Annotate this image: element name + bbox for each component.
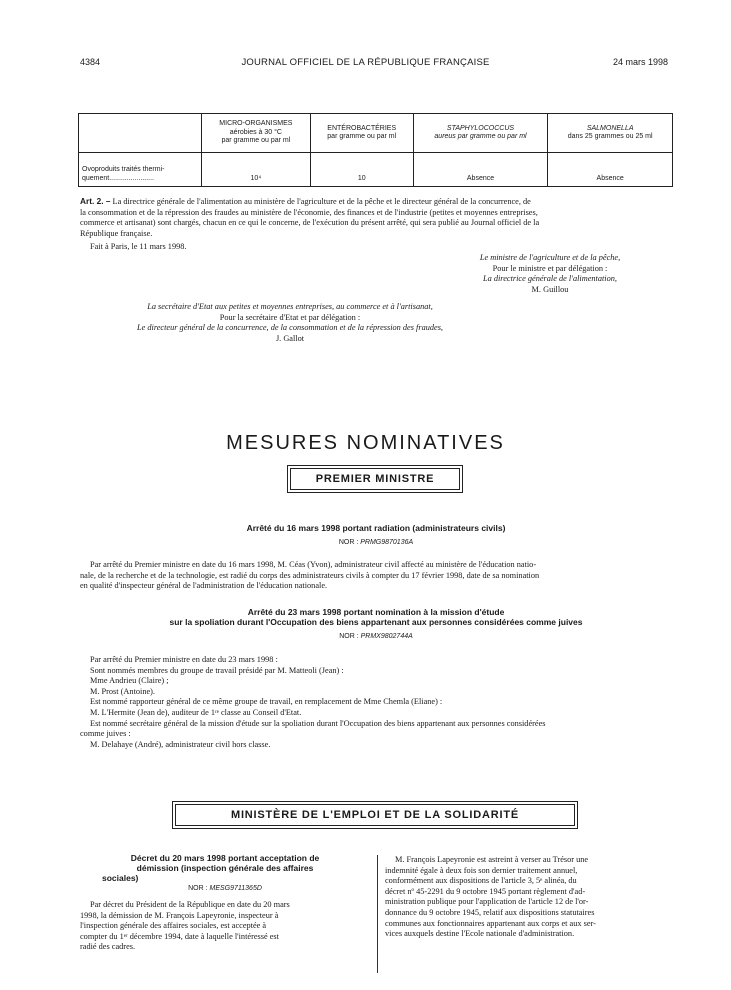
paragraph-line: donnance du 9 octobre 1945, relatif aux dispositions statutaires [385, 907, 595, 917]
journal-title: JOURNAL OFFICIEL DE LA RÉPUBLIQUE FRANÇAISE [241, 57, 490, 68]
column-title: STAPHYLOCOCCUS [446, 124, 515, 132]
paragraph-line: M. François Lapeyronie est astreint à verser au Trésor une [395, 855, 589, 864]
nor-code: PRMX9802744A [360, 633, 413, 640]
table-header-cell [310, 114, 413, 153]
delegation-note: Pour le ministre et par délégation : [492, 263, 608, 273]
signatory-name: J. Gallot [275, 333, 305, 343]
article-label: Art. 2. – [80, 196, 111, 206]
column-subtitle: dans 25 grammes ou 25 ml [567, 133, 653, 140]
article-2 [80, 196, 672, 253]
signature-block-right [420, 253, 680, 295]
column-title: SALMONELLA [586, 124, 634, 132]
paragraph-line: M. L'Hermite (Jean de), auditeur de 1ʳᵉ classe au Conseil d'Etat. [90, 707, 302, 717]
nor-reference [80, 539, 672, 546]
signatory-name: M. Guillou [531, 284, 569, 294]
article-text: commerce et artisanat) sont chargés, chacun en ce qui le concerne, de l'exécution du présent arrêté, qui sera publié au Journal officiel de la [80, 218, 540, 228]
table-row [79, 153, 673, 187]
arrete-title [80, 607, 672, 627]
decret-title-block [80, 853, 370, 953]
article-text: la consommation et de la répression des fraudes au ministère de l'économie, des finances et de l'industrie (petites et moyennes entreprises, [80, 207, 538, 217]
table-cell: 10⁴ [202, 153, 311, 187]
nor-code: PRMG9870136A [360, 539, 414, 546]
ministry-heading-box [172, 801, 578, 829]
article-text: République française. [80, 228, 153, 238]
issue-date: 24 mars 1998 [612, 57, 668, 67]
title-line: Décret du 20 mars 1998 portant acceptation de [130, 853, 320, 863]
decret-body-left [80, 900, 370, 953]
paragraph-line: Par arrêté du Premier ministre en date du 16 mars 1998, M. Céas (Yvon), administrateur civil affecté au ministère de l'éducation natio- [90, 560, 537, 569]
table-header-cell [413, 114, 548, 153]
nor-label: NOR : [188, 885, 208, 892]
table-cell: Absence [548, 153, 673, 187]
ministry-heading: MINISTÈRE DE L'EMPLOI ET DE LA SOLIDARITÉ [175, 804, 575, 826]
decret-body-right [385, 855, 672, 940]
paragraph-line: comme juives : [80, 729, 131, 739]
signatory-title: Le directeur général de la concurrence, de la consommation et de la répression des fraudes, [137, 323, 443, 333]
title-line: sociales) [102, 873, 139, 883]
arrete-body [80, 560, 672, 592]
paragraph-line: Par arrêté du Premier ministre en date du 23 mars 1998 : [90, 655, 278, 664]
nor-label: NOR : [339, 633, 359, 640]
row-label: quement....................... [82, 174, 154, 182]
paragraph-line: Mme Andrieu (Claire) ; [90, 676, 169, 686]
paragraph-line: Par décret du Président de la République en date du 20 mars [90, 900, 290, 909]
column-subtitle: aérobies à 30 °C [229, 128, 282, 136]
ministry-heading-box [287, 465, 463, 493]
table-cell: 10 [310, 153, 413, 187]
table-header-row [79, 114, 673, 153]
paragraph-line: M. Prost (Antoine). [90, 686, 155, 696]
signatory-title: La secrétaire d'Etat aux petites et moyennes entreprises, au commerce et à l'artisanat, [147, 302, 433, 311]
column-title: ENTÉROBACTÉRIES [327, 124, 397, 132]
column-subtitle: aureus par gramme ou par ml [434, 133, 527, 140]
column-title: MICRO-ORGANISMES [219, 120, 293, 128]
nor-code: MESG9711365D [209, 885, 262, 892]
paragraph-line: indemnité égale à deux fois son dernier traitement annuel, [385, 865, 578, 875]
paragraph-line: nale, de la recherche et de la technologie, est radié du corps des administrateurs civils à compter du 17 février 1998, date de sa nomination [80, 570, 540, 580]
table-header-cell [202, 114, 311, 153]
nor-reference [80, 885, 370, 892]
column-divider [377, 855, 378, 973]
table-header-cell [548, 114, 673, 153]
ministry-heading: PREMIER MINISTRE [290, 468, 460, 490]
column-subtitle: par gramme ou par ml [327, 133, 397, 140]
column-subtitle: par gramme ou par ml [221, 137, 291, 145]
microbiological-criteria-table [78, 113, 673, 187]
paragraph-line: vices auxquels destine l'Ecole nationale d'administration. [385, 929, 575, 939]
row-label: Ovoproduits traités thermi- [82, 166, 165, 174]
paragraph-line: radié des cadres. [80, 942, 136, 952]
table-cell: Absence [413, 153, 548, 187]
paragraph-line: M. Delahaye (André), administrateur civil hors classe. [90, 739, 271, 749]
paragraph-line: 1998, la démission de M. François Lapeyronie, inspecteur à [80, 910, 279, 920]
table-header-blank-cell [79, 114, 202, 153]
signatory-title: Le ministre de l'agriculture et de la pêche, [479, 253, 621, 262]
paragraph-line: en qualité d'inspecteur général de l'administration de l'éducation nationale. [80, 581, 328, 591]
row-label-cell [79, 153, 202, 187]
paragraph-line: communes aux fonctionnaires appartenant aux corps et aux ser- [385, 918, 596, 928]
decret-title [80, 853, 370, 883]
title-line: Arrêté du 23 mars 1998 portant nomination à la mission d'étude [247, 607, 505, 617]
nor-reference [80, 633, 672, 640]
paragraph-line: Sont nommés membres du groupe de travail présidé par M. Matteoli (Jean) : [90, 665, 344, 675]
paragraph-line: ministration publique pour l'application de l'article 12 de l'or- [385, 897, 589, 907]
section-title: MESURES NOMINATIVES [226, 432, 505, 454]
paragraph-line: l'inspection générale des affaires sociales, est acceptée à [80, 921, 267, 931]
title-line: démission (inspection générale des affaires [136, 863, 314, 873]
article-text: La directrice générale de l'alimentation au ministère de l'agriculture et de la pêche et le directeur général de la concurrence, de [112, 197, 531, 206]
arrete-title: Arrêté du 16 mars 1998 portant radiation (administrateurs civils) [246, 523, 506, 533]
paragraph-line: Est nommé secrétaire général de la mission d'étude sur la spoliation durant l'Occupation des biens appartenant aux personnes considérées [90, 718, 546, 728]
signing-place-date: Fait à Paris, le 11 mars 1998. [90, 242, 187, 252]
title-line: sur la spoliation durant l'Occupation des biens appartenant aux personnes considérées comme juives [169, 617, 583, 627]
paragraph-line: compter du 1ᵉʳ décembre 1994, date à laquelle l'intéressé est [80, 931, 279, 941]
arrete-body [80, 655, 672, 750]
signatory-title: La directrice générale de l'alimentation, [483, 274, 617, 284]
page-number: 4384 [80, 57, 101, 67]
paragraph-line: conformément aux dispositions de l'article 3, 5ᵉ alinéa, du [385, 876, 577, 886]
signature-block-left [80, 302, 500, 344]
paragraph-line: Est nommé rapporteur général de ce même groupe de travail, en remplacement de Mme Chemla (Eliane) : [90, 697, 443, 707]
nor-label: NOR : [338, 539, 359, 546]
delegation-note: Pour la secrétaire d'Etat et par délégation : [219, 312, 361, 322]
paragraph-line: décret nº 45-2291 du 9 octobre 1945 portant règlement d'ad- [385, 886, 586, 896]
